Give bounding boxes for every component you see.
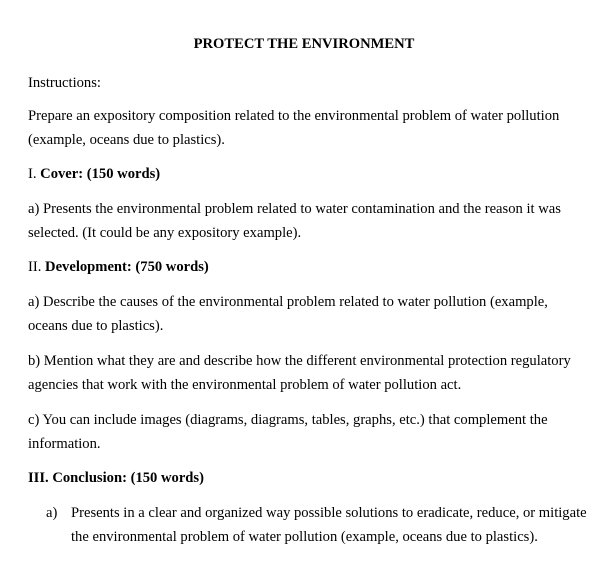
- development-item-c: c) You can include images (diagrams, diagrams, tables, graphs, etc.) that complement the information.: [28, 412, 548, 452]
- cover-item-a: a) Presents the environmental problem related to water contamination and the reason it was selected. (It could be any expository example).: [28, 201, 561, 241]
- development-item-b: b) Mention what they are and describe how the different environmental protection regulatory agencies that work with the environmental problem of water pollution act.: [28, 353, 571, 393]
- conclusion-item-a-text: Presents in a clear and organized way possible solutions to eradicate, reduce, or mitigate the environmental problem of water pollution (example, oceans due to plastics).: [71, 505, 587, 545]
- section-cover-heading: [28, 162, 584, 186]
- intro-paragraph: Prepare an expository composition related to the environmental problem of water pollution (example, oceans due to plastics).: [28, 108, 560, 148]
- development-item-a: a) Describe the causes of the environmental problem related to water pollution (example, oceans due to plastics).: [28, 294, 548, 334]
- section-development-title: Development: (750 words): [45, 259, 209, 275]
- section-development-heading: [28, 255, 584, 279]
- section-conclusion-title: III. Conclusion: (150 words): [28, 470, 204, 486]
- conclusion-item-a-marker: a): [46, 505, 58, 521]
- document-title: PROTECT THE ENVIRONMENT: [193, 36, 415, 52]
- section-development-number: II.: [28, 259, 46, 275]
- section-cover-title: Cover: (150 words): [40, 166, 161, 182]
- section-conclusion-heading: [28, 466, 584, 490]
- instructions-label: Instructions:: [28, 75, 101, 91]
- section-cover-number: I.: [28, 166, 41, 182]
